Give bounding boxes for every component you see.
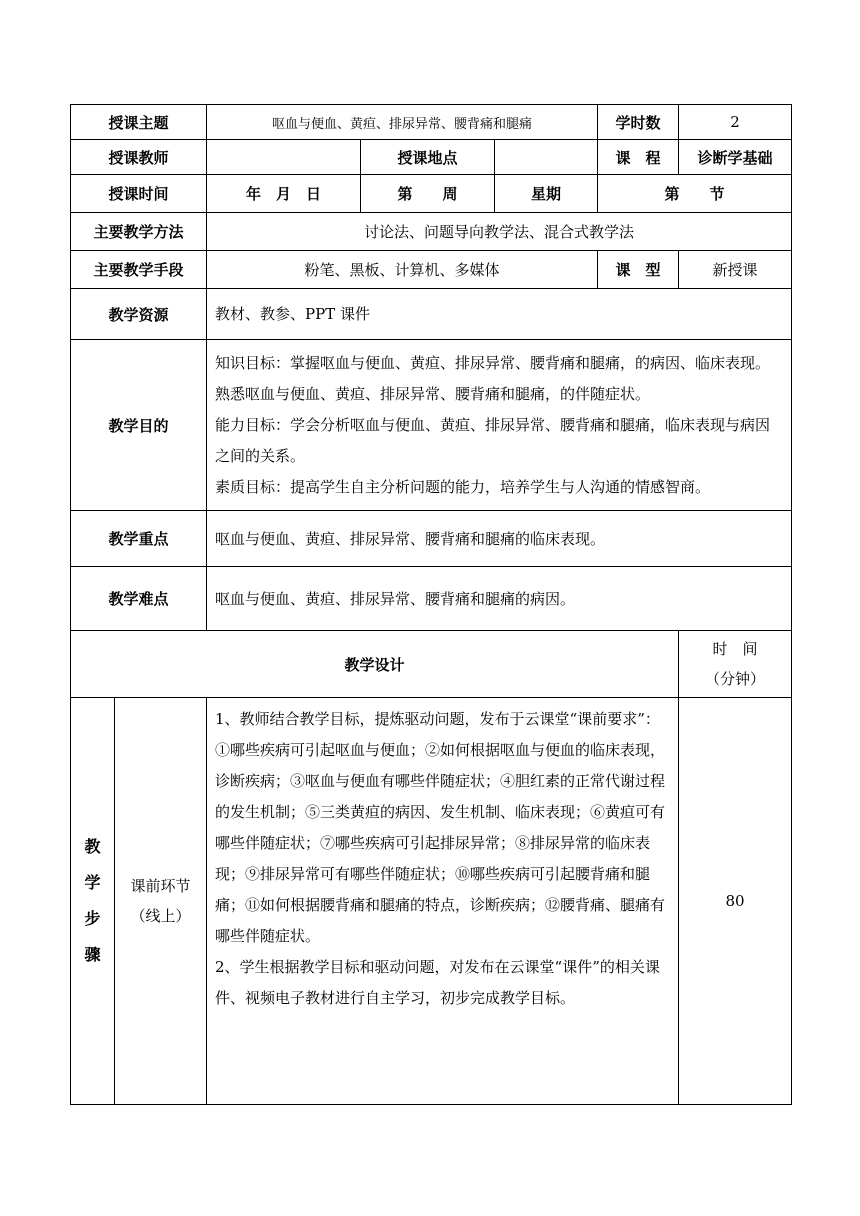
- row-pre-class: [71, 698, 792, 1105]
- resources-value: 教材、教参、PPT 课件: [207, 289, 792, 340]
- ability-goal: 能力目标：学会分析呕血与便血、黄疸、排尿异常、腰背痛和腿痛，临床表现与病因之间的关系。: [215, 415, 771, 465]
- time-weekday: 星期: [495, 175, 598, 213]
- time-label: 授课时间: [71, 175, 207, 213]
- key-points-value: 呕血与便血、黄疸、排尿异常、腰背痛和腿痛的临床表现。: [207, 511, 792, 567]
- topic-value: 呕血与便血、黄疸、排尿异常、腰背痛和腿痛: [207, 105, 598, 140]
- course-value: 诊断学基础: [679, 140, 792, 175]
- steps-label: 教 学 步 骤: [71, 698, 115, 1105]
- lesson-plan-table: [70, 104, 792, 1105]
- row-topic: [71, 105, 792, 140]
- location-label: 授课地点: [361, 140, 495, 175]
- means-label: 主要教学手段: [71, 251, 207, 289]
- difficulties-value: 呕血与便血、黄疸、排尿异常、腰背痛和腿痛的病因。: [207, 567, 792, 631]
- type-value: 新授课: [679, 251, 792, 289]
- difficulties-label: 教学难点: [71, 567, 207, 631]
- pre-class-item-2: 2、学生根据教学目标和驱动问题，对发布在云课堂“课件”的相关课件、视频电子教材进行自主学习，初步完成教学目标。: [215, 958, 660, 1007]
- time-header-label: 时 间: [712, 640, 758, 658]
- pre-class-item-1: 1、教师结合教学目标，提炼驱动问题，发布于云课堂“课前要求”： ①哪些疾病可引起呕血与便血；②如何根据呕血与便血的临床表现，诊断疾病；③呕血与便血有哪些伴随症状；④胆红素的正常代谢过程的发生机制；⑤三类黄疸的病因、发生机制、临床表现；⑥黄疸可有哪些伴随症状；⑦哪些疾病可引起排尿异常；⑧排尿异常的临床表现；⑨排尿异常可有哪些伴随症状；⑩哪些疾病可引起腰背痛和腿痛；⑪如何根据腰背痛和腿痛的特点，诊断疾病；⑫腰背痛、腿痛有哪些伴随症状。: [215, 710, 666, 945]
- time-header-unit: （分钟）: [705, 670, 766, 688]
- hours-label: 学时数: [598, 105, 679, 140]
- goals-content: [207, 340, 792, 511]
- hours-value: 2: [679, 105, 792, 140]
- means-value: 粉笔、黑板、计算机、多媒体: [207, 251, 598, 289]
- quality-goal: 素质目标：提高学生自主分析问题的能力，培养学生与人沟通的情感智商。: [215, 477, 711, 496]
- time-header: [679, 631, 792, 698]
- row-teacher: [71, 140, 792, 175]
- row-goals: [71, 340, 792, 511]
- goals-label: 教学目的: [71, 340, 207, 511]
- teacher-label: 授课教师: [71, 140, 207, 175]
- course-label: 课 程: [598, 140, 679, 175]
- topic-label: 授课主题: [71, 105, 207, 140]
- key-points-label: 教学重点: [71, 511, 207, 567]
- resources-label: 教学资源: [71, 289, 207, 340]
- row-design: [71, 631, 792, 698]
- time-week: 第 周: [361, 175, 495, 213]
- pre-class-content: [207, 698, 679, 1105]
- methods-value: 讨论法、问题导向教学法、混合式教学法: [207, 213, 792, 251]
- row-means: [71, 251, 792, 289]
- row-resources: [71, 289, 792, 340]
- design-label: 教学设计: [71, 631, 679, 698]
- row-time: [71, 175, 792, 213]
- knowledge-goal: 知识目标：掌握呕血与便血、黄疸、排尿异常、腰背痛和腿痛，的病因、临床表现。熟悉呕血与便血、黄疸、排尿异常、腰背痛和腿痛，的伴随症状。: [215, 353, 771, 403]
- pre-class-stage-mode: （线上）: [130, 907, 191, 925]
- location-value: [495, 140, 598, 175]
- row-methods: [71, 213, 792, 251]
- pre-class-minutes: 80: [679, 698, 792, 1105]
- time-period: 第 节: [598, 175, 792, 213]
- row-key-points: [71, 511, 792, 567]
- teacher-value: [207, 140, 361, 175]
- type-label: 课 型: [598, 251, 679, 289]
- time-date: 年 月 日: [207, 175, 361, 213]
- methods-label: 主要教学方法: [71, 213, 207, 251]
- pre-class-stage-name: 课前环节: [130, 877, 191, 895]
- pre-class-stage: [115, 698, 207, 1105]
- row-difficulties: [71, 567, 792, 631]
